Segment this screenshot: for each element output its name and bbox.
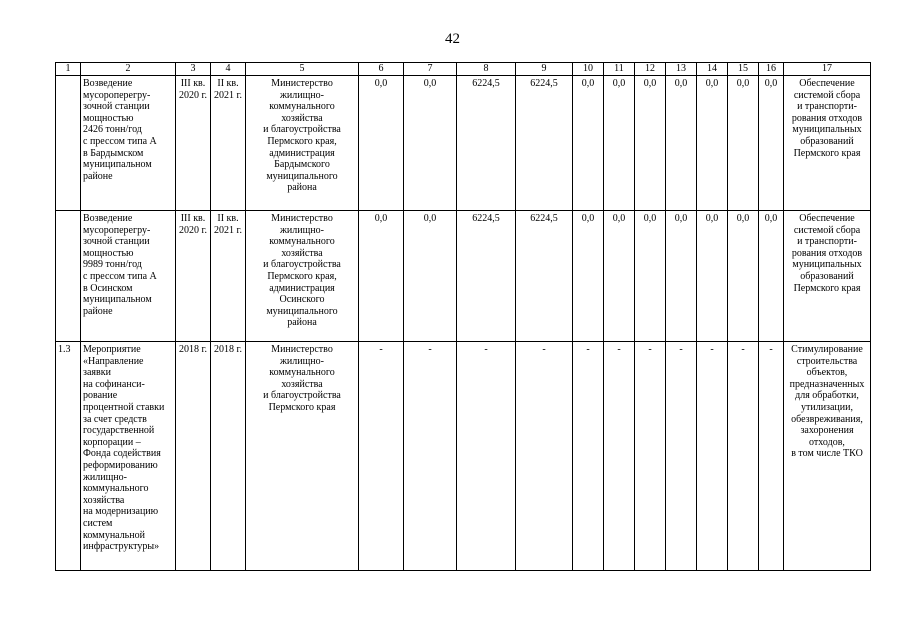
funding-value-cell: 0,0: [759, 76, 784, 211]
start-date-cell: III кв. 2020 г.: [176, 76, 211, 211]
end-date-cell: 2018 г.: [211, 342, 246, 571]
funding-value-cell: 0,0: [404, 76, 457, 211]
item-number-cell: 1.3: [56, 342, 81, 571]
page-number: 42: [445, 31, 460, 47]
funding-value-cell: 0,0: [359, 211, 404, 342]
funding-value-cell: 0,0: [666, 211, 697, 342]
funding-value-cell: 0,0: [697, 211, 728, 342]
column-number-header: 1: [56, 63, 81, 76]
funding-value-cell: -: [457, 342, 516, 571]
funding-value-cell: 6224,5: [457, 76, 516, 211]
column-number-header: 17: [784, 63, 871, 76]
table-row: [56, 342, 871, 571]
column-number-header: 6: [359, 63, 404, 76]
activity-name-cell: Возведение мусороперегру- зочной станции мощностью 9989 тонн/год с прессом типа А в Осинском муниципальном районе: [81, 211, 176, 342]
responsible-executor-cell: Министерство жилищно- коммунального хозяйства и благоустройства Пермского края, администрация Бардымского муниципального района: [246, 76, 359, 211]
column-number-header: 16: [759, 63, 784, 76]
funding-value-cell: -: [728, 342, 759, 571]
end-date-cell: II кв. 2021 г.: [211, 76, 246, 211]
funding-value-cell: 0,0: [728, 76, 759, 211]
responsible-executor-cell: Министерство жилищно- коммунального хозяйства и благоустройства Пермского края, администрация Осинского муниципального района: [246, 211, 359, 342]
funding-value-cell: 0,0: [604, 76, 635, 211]
funding-value-cell: -: [666, 342, 697, 571]
item-number-cell: [56, 211, 81, 342]
column-number-header: 15: [728, 63, 759, 76]
expected-result-cell: Стимулирование строительства объектов, предназначенных для обработки, утилизации, обезвреживания, захоронения отходов, в том числе ТКО: [784, 342, 871, 571]
column-number-header: 9: [516, 63, 573, 76]
column-number-row: [56, 63, 871, 76]
table-row: [56, 211, 871, 342]
start-date-cell: 2018 г.: [176, 342, 211, 571]
program-activities-table: [55, 62, 871, 571]
table-row: [56, 76, 871, 211]
expected-result-cell: Обеспечение системой сбора и транспорти- рования отходов муниципальных образований Пермского края: [784, 211, 871, 342]
column-number-header: 8: [457, 63, 516, 76]
column-number-header: 3: [176, 63, 211, 76]
funding-value-cell: 6224,5: [457, 211, 516, 342]
funding-value-cell: 0,0: [359, 76, 404, 211]
funding-value-cell: 6224,5: [516, 76, 573, 211]
funding-value-cell: -: [573, 342, 604, 571]
column-number-header: 10: [573, 63, 604, 76]
funding-value-cell: 0,0: [573, 76, 604, 211]
column-number-header: 2: [81, 63, 176, 76]
funding-value-cell: -: [604, 342, 635, 571]
start-date-cell: III кв. 2020 г.: [176, 211, 211, 342]
column-number-header: 4: [211, 63, 246, 76]
funding-value-cell: 0,0: [759, 211, 784, 342]
funding-value-cell: 0,0: [697, 76, 728, 211]
funding-value-cell: -: [635, 342, 666, 571]
funding-value-cell: 0,0: [404, 211, 457, 342]
funding-value-cell: 0,0: [604, 211, 635, 342]
funding-value-cell: -: [759, 342, 784, 571]
end-date-cell: II кв. 2021 г.: [211, 211, 246, 342]
responsible-executor-cell: Министерство жилищно- коммунального хозяйства и благоустройства Пермского края: [246, 342, 359, 571]
column-number-header: 5: [246, 63, 359, 76]
funding-value-cell: -: [359, 342, 404, 571]
funding-value-cell: -: [404, 342, 457, 571]
item-number-cell: [56, 76, 81, 211]
expected-result-cell: Обеспечение системой сбора и транспорти- рования отходов муниципальных образований Пермского края: [784, 76, 871, 211]
column-number-header: 7: [404, 63, 457, 76]
funding-value-cell: 0,0: [635, 76, 666, 211]
funding-value-cell: 6224,5: [516, 211, 573, 342]
column-number-header: 13: [666, 63, 697, 76]
funding-value-cell: -: [516, 342, 573, 571]
column-number-header: 14: [697, 63, 728, 76]
funding-value-cell: 0,0: [573, 211, 604, 342]
column-number-header: 11: [604, 63, 635, 76]
activity-name-cell: Возведение мусороперегру- зочной станции мощностью 2426 тонн/год с прессом типа А в Бардымском муниципальном районе: [81, 76, 176, 211]
funding-value-cell: -: [697, 342, 728, 571]
funding-value-cell: 0,0: [635, 211, 666, 342]
column-number-header: 12: [635, 63, 666, 76]
activity-name-cell: Мероприятие «Направление заявки на софинанси- рование процентной ставки за счет средств государственной корпорации – Фонда содействия реформированию жилищно- коммунального хозяйства на модернизацию систем коммунальной инфраструктуры»: [81, 342, 176, 571]
funding-value-cell: 0,0: [666, 76, 697, 211]
funding-value-cell: 0,0: [728, 211, 759, 342]
